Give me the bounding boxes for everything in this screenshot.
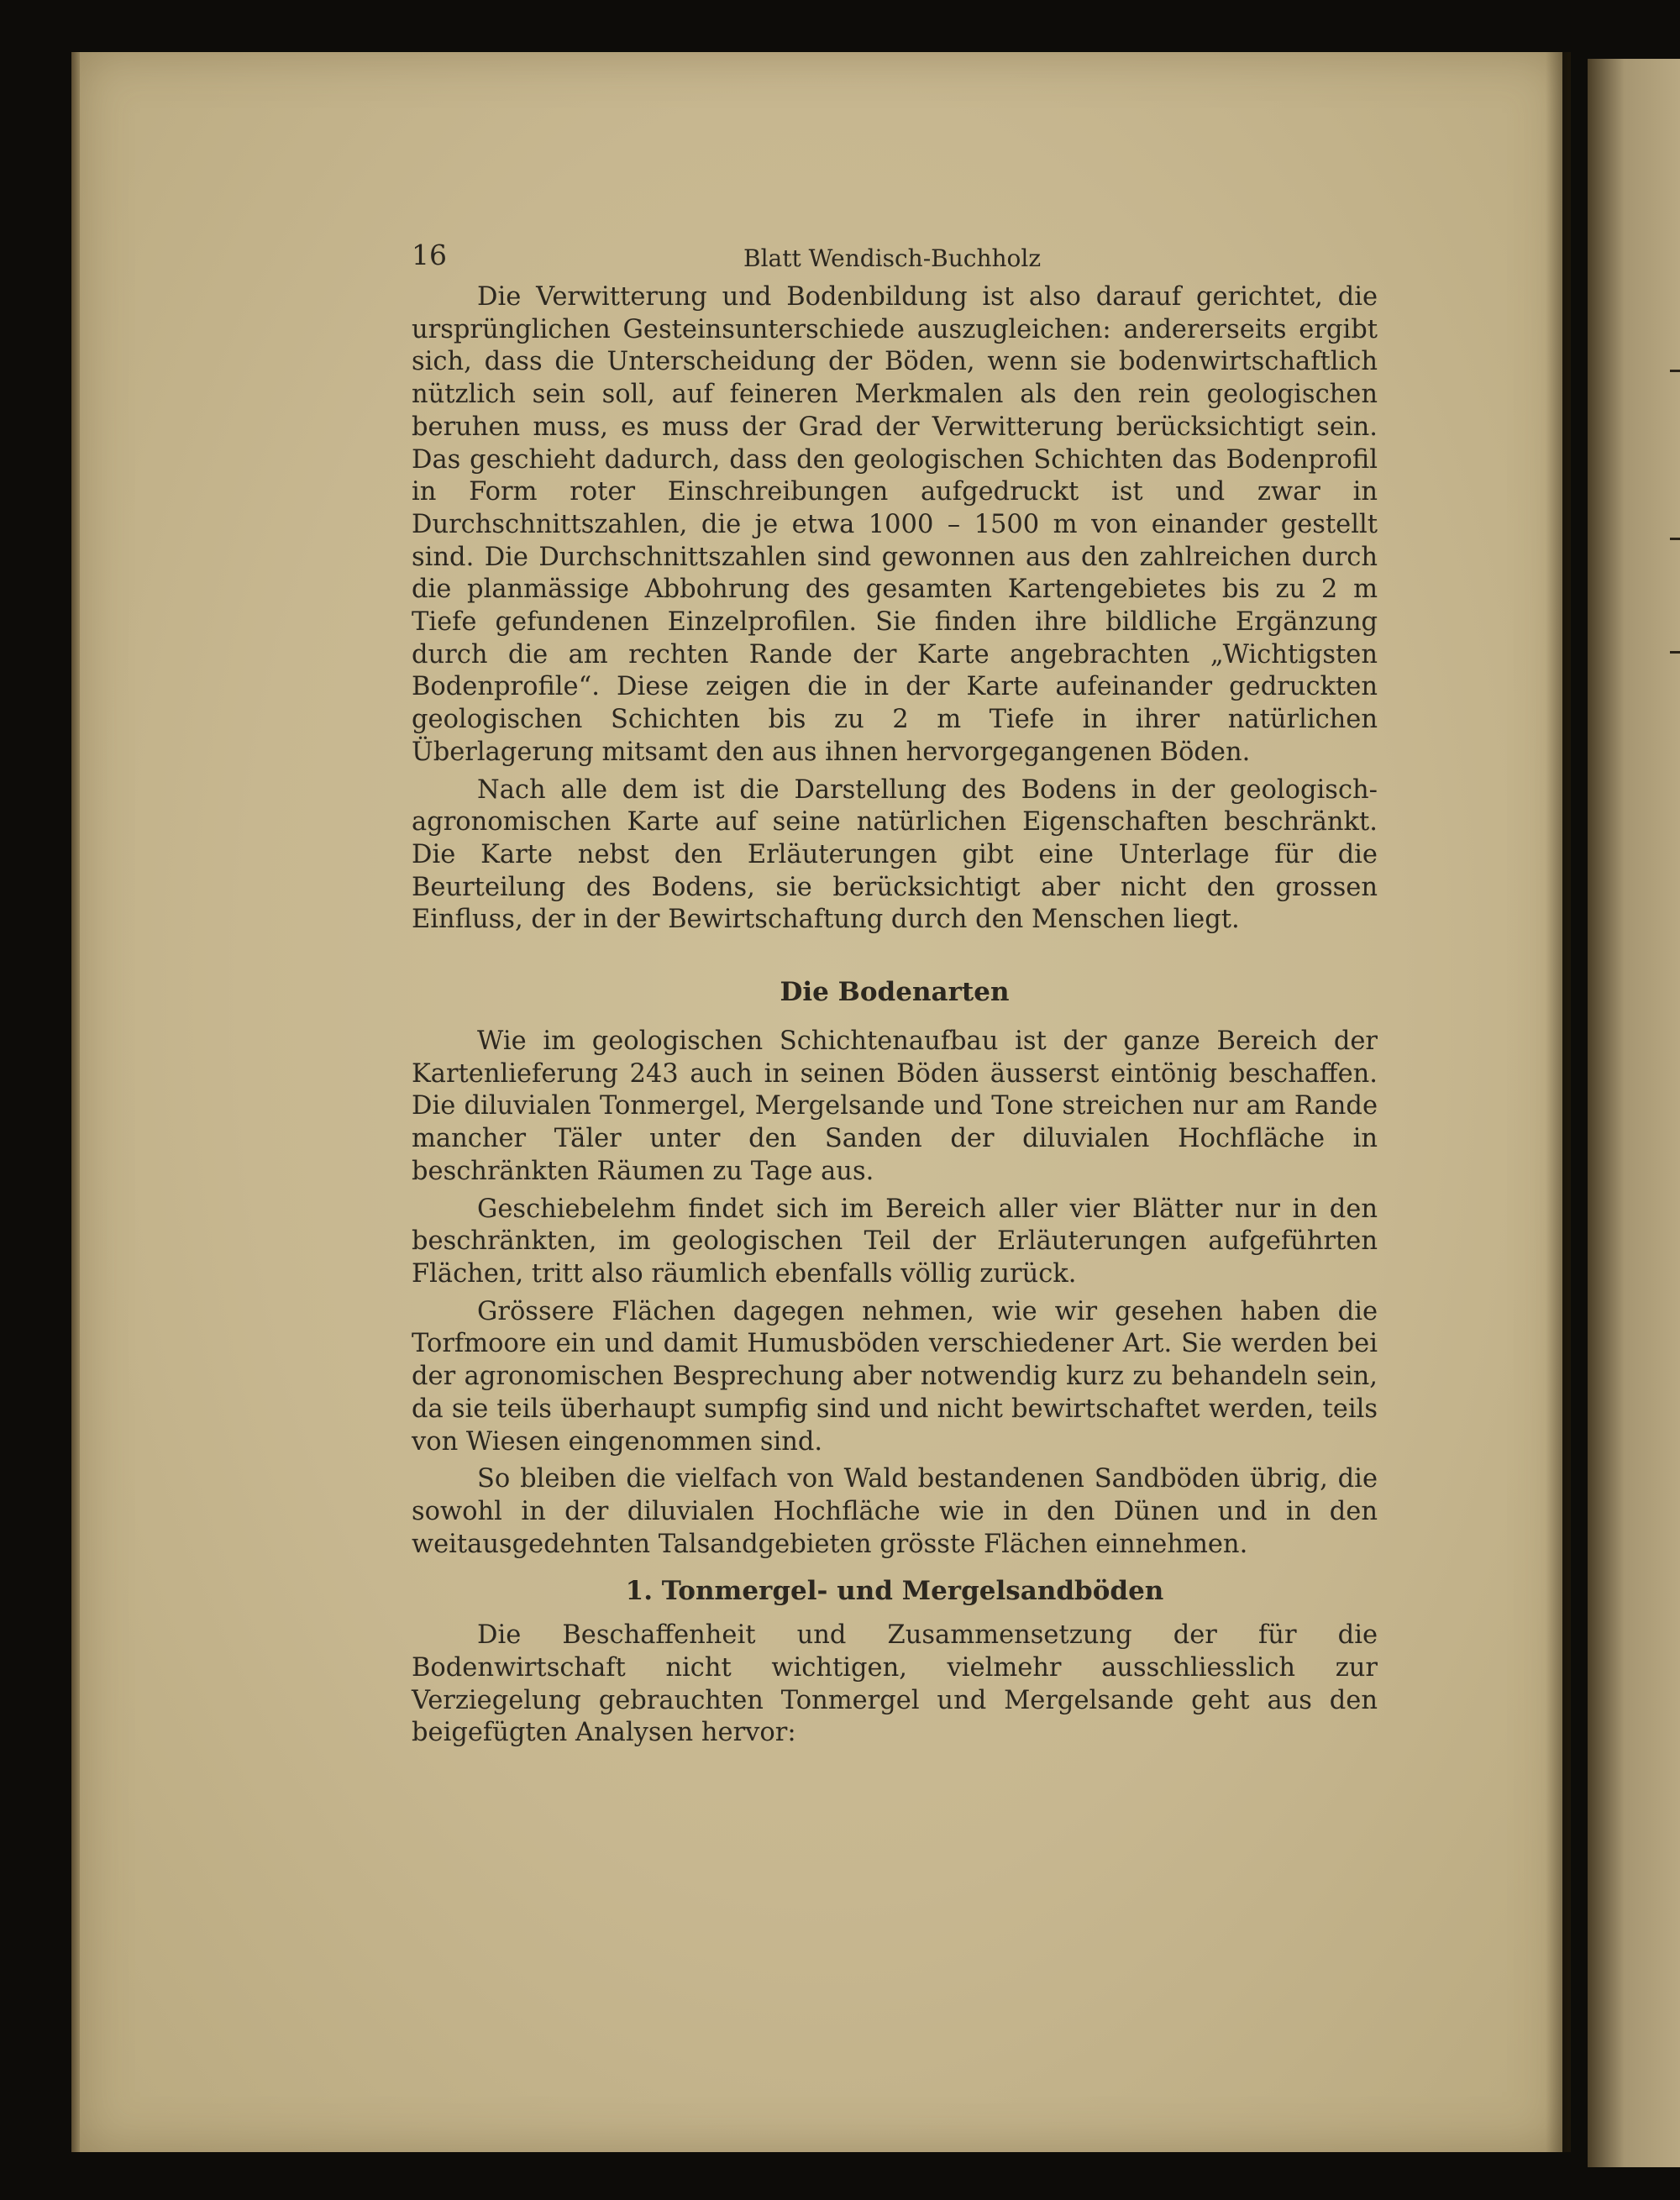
- adjacent-page-edge: [1588, 59, 1680, 2167]
- adjacent-page-mark: [1670, 651, 1680, 654]
- sheet-title: Blatt Wendisch-Buchholz: [743, 244, 1042, 272]
- paragraph: Wie im geologischen Schichtenaufbau ist der ganze Bereich der Kartenlieferung 243 auch in seinen Böden äusserst eintönig beschaffen. Die diluvialen Tonmergel, Mergelsande und Tone streichen nur am Rande mancher Täler unter den Sanden der diluvialen Hochfläche in beschränkten Räumen zu Tage aus.: [412, 1026, 1378, 1186]
- paragraph: So bleiben die vielfach von Wald bestandenen Sandböden übrig, die sowohl in der diluvialen Hochfläche wie in den Dünen und in den weitausgedehnten Talsandgebieten grösste Flächen einnehmen.: [412, 1464, 1378, 1559]
- adjacent-page-mark: [1670, 370, 1680, 372]
- page-fold-shadow: [1546, 52, 1571, 2152]
- paragraph: Die Verwitterung und Bodenbildung ist also darauf gerichtet, die ursprünglichen Gesteinsunterschiede auszugleichen: andererseits ergibt sich, dass die Unterscheidung der Böden, wenn sie bodenwirtschaftlich nützlich sein soll, auf feineren Merkmalen als den rein geologischen beruhen muss, es muss der Grad der Verwitterung berücksichtigt sein. Das geschieht dadurch, dass den geologischen Schichten das Bodenprofil in Form roter Einschreibungen aufgedruckt ist und zwar in Durchschnittszahlen, die je etwa 1000 – 1500 m von einander gestellt sind. Die Durchschnittszahlen sind gewonnen aus den zahlreichen durch die planmässige Abbohrung des gesamten Kartengebietes bis zu 2 m Tiefe gefundenen Einzelprofilen. Sie finden ihre bildliche Ergänzung durch die am rechten Rande der Karte angebrachten „Wichtigsten Bodenprofile“. Diese zeigen die in der Karte aufeinander gedruckten geologischen Schichten bis zu 2 m Tiefe in ihrer natürlichen Überlagerung mitsamt den aus ihnen hervorgegangenen Böden.: [412, 282, 1378, 767]
- paragraph: Die Beschaffenheit und Zusammensetzung der für die Bodenwirtschaft nicht wichtigen, vielmehr ausschliesslich zur Verziegelung gebrauchten Tonmergel und Mergelsande geht aus den beigefügten Analysen hervor:: [412, 1620, 1378, 1748]
- subsection-heading: 1. Tonmergel- und Mergelsandböden: [625, 1576, 1164, 1607]
- running-head: [412, 239, 1378, 281]
- section-heading: Die Bodenarten: [780, 977, 1010, 1008]
- paragraph: Nach alle dem ist die Darstellung des Bodens in der geologisch-agronomischen Karte auf seine natürlichen Eigenschaften beschränkt. Die Karte nebst den Erläuterungen gibt eine Unterlage für die Beurteilung des Bodens, sie berücksichtigt aber nicht den grossen Einfluss, der in der Bewirtschaftung durch den Menschen liegt.: [412, 774, 1378, 935]
- paragraph: Grössere Flächen dagegen nehmen, wie wir gesehen haben die Torfmoore ein und damit Humusböden verschiedener Art. Sie werden bei der agronomischen Besprechung aber notwendig kurz zu behandeln sein, da sie teils überhaupt sumpfig sind und nicht bewirtschaftet werden, teils von Wiesen eingenommen sind.: [412, 1296, 1378, 1457]
- paragraph: Geschiebelehm findet sich im Bereich aller vier Blätter nur in den beschränkten, im geologischen Teil der Erläuterungen aufgeführten Flächen, tritt also räumlich ebenfalls völlig zurück.: [412, 1194, 1378, 1289]
- adjacent-page-mark: [1670, 538, 1680, 540]
- page-text: [412, 239, 1378, 1750]
- page-number: 16: [412, 239, 447, 271]
